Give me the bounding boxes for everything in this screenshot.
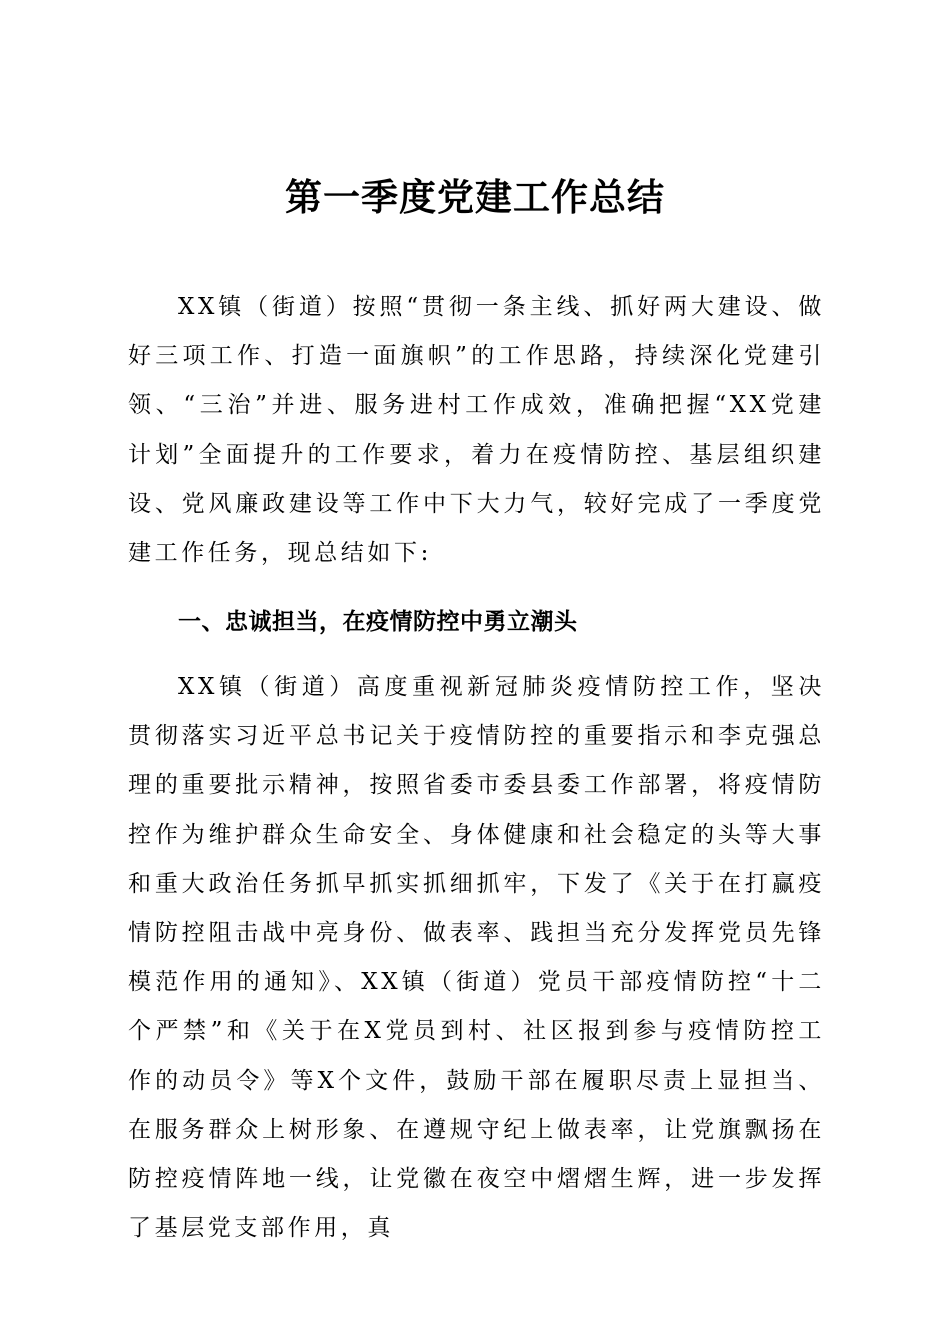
intro-paragraph: XX镇（街道）按照“贯彻一条主线、抓好两大建设、做好三项工作、打造一面旗帜”的工作思路，持续深化党建引领、“三治”并进、服务进村工作成效，准确把握“XX党建计划”全面提升的工作要求，着力在疫情防控、基层组织建设、党风廉政建设等工作中下大力气，较好完成了一季度党建工作任务，现总结如下: xyxy=(128,294,825,567)
section-1-paragraph: XX镇（街道）高度重视新冠肺炎疫情防控工作，坚决贯彻落实习近平总书记关于疫情防控的重要指示和李克强总理的重要批示精神，按照省委市委县委工作部署，将疫情防控作为维护群众生命安全、身体健康和社会稳定的头等大事和重大政治任务抓早抓实抓细抓牢，下发了《关于在打赢疫情防控阻击战中亮身份、做表率、践担当充分发挥党员先锋模范作用的通知》、XX镇（街道）党员干部疫情防控“十二个严禁”和《关于在X党员到村、社区报到参与疫情防控工作的动员令》等X个文件，鼓励干部在履职尽责上显担当、在服务群众上树形象、在遵规守纪上做表率，让党旗飘扬在防控疫情阵地一线，让党徽在夜空中熠熠生辉，进一步发挥了基层党支部作用，真 xyxy=(128,674,825,1242)
page-title: 第一季度党建工作总结 xyxy=(285,174,665,219)
section-heading-1: 一、忠诚担当，在疫情防控中勇立潮头 xyxy=(178,609,578,635)
